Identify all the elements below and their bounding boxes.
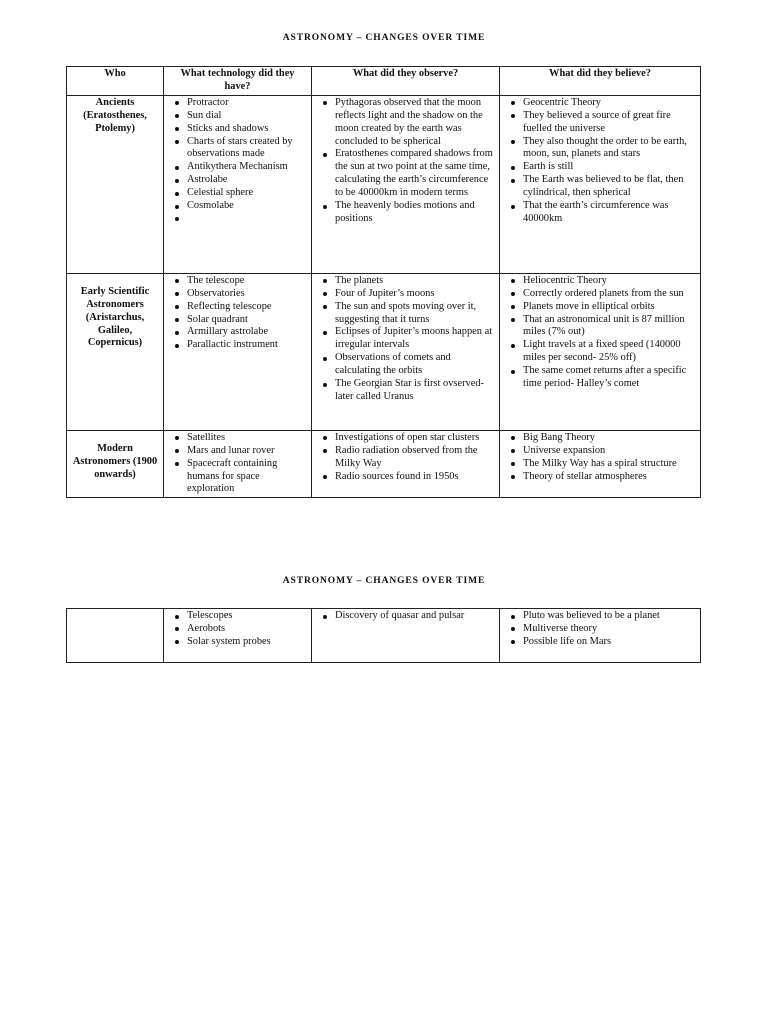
list-item: Solar system probes: [168, 636, 307, 649]
list-item: Observations of comets and calculating the orbits: [316, 352, 495, 378]
header-technology: What technology did they have?: [164, 67, 312, 96]
list-item: Discovery of quasar and pulsar: [316, 610, 495, 623]
list-item: The Georgian Star is first ovserved-later called Uranus: [316, 378, 495, 404]
believe-cell: [500, 430, 701, 498]
list-item: Eratosthenes compared shadows from the sun at two point at the same time, calculating the earth’s circumference to be 40000km in modern terms: [316, 148, 495, 200]
header-observe: What did they observe?: [312, 67, 500, 96]
list-item: Parallactic instrument: [168, 339, 307, 352]
list-item: They believed a source of great fire fuelled the universe: [504, 110, 696, 136]
list-item: Planets move in elliptical orbits: [504, 301, 696, 314]
list-item: Pythagoras observed that the moon reflects light and the shadow on the moon created by the earth was concluded to be spherical: [316, 97, 495, 149]
list-item: Investigations of open star clusters: [316, 432, 495, 445]
observe-cell: [312, 273, 500, 430]
table-header-row: [67, 67, 701, 96]
list-item: Possible life on Mars: [504, 636, 696, 649]
list-item: They also thought the order to be earth, moon, sun, planets and stars: [504, 136, 696, 162]
list-item: That an astronomical unit is 87 million miles (7% out): [504, 314, 696, 340]
astronomy-table-continued: [66, 608, 701, 663]
astronomy-table: [66, 66, 701, 498]
who-cell: Early Scientific Astronomers (Aristarchus, Galileo, Copernicus): [67, 273, 164, 430]
list-item: [168, 213, 307, 226]
list-item: Eclipses of Jupiter’s moons happen at irregular intervals: [316, 326, 495, 352]
list-item: Celestial sphere: [168, 187, 307, 200]
page-title: ASTRONOMY – CHANGES OVER TIME: [282, 33, 486, 43]
table-row-early-scientific: [67, 273, 701, 430]
list-item: The Milky Way has a spiral structure: [504, 458, 696, 471]
list-item: The Earth was believed to be flat, then cylindrical, then spherical: [504, 174, 696, 200]
list-item: The heavenly bodies motions and positions: [316, 200, 495, 226]
list-item: Theory of stellar atmospheres: [504, 471, 696, 484]
list-item: Pluto was believed to be a planet: [504, 610, 696, 623]
list-item: Earth is still: [504, 161, 696, 174]
list-item: Reflecting telescope: [168, 301, 307, 314]
table-row-ancients: [67, 95, 701, 273]
observe-cell: [312, 95, 500, 273]
who-cell: Modern Astronomers (1900 onwards): [67, 430, 164, 498]
observe-cell: [312, 430, 500, 498]
list-item: Four of Jupiter’s moons: [316, 288, 495, 301]
table-row-continued: [67, 609, 701, 663]
list-item: Armillary astrolabe: [168, 326, 307, 339]
list-item: Geocentric Theory: [504, 97, 696, 110]
believe-cell: [500, 95, 701, 273]
list-item: Big Bang Theory: [504, 432, 696, 445]
list-item: Telescopes: [168, 610, 307, 623]
list-item: Spacecraft containing humans for space exploration: [168, 458, 307, 497]
list-item: Observatories: [168, 288, 307, 301]
list-item: The sun and spots moving over it, suggesting that it turns: [316, 301, 495, 327]
list-item: Multiverse theory: [504, 623, 696, 636]
who-cell: [67, 609, 164, 663]
technology-cell: [164, 430, 312, 498]
list-item: Heliocentric Theory: [504, 275, 696, 288]
list-item: That the earth’s circumference was 40000km: [504, 200, 696, 226]
who-cell: Ancients (Eratosthenes, Ptolemy): [67, 95, 164, 273]
header-believe: What did they believe?: [500, 67, 701, 96]
technology-cell: [164, 273, 312, 430]
list-item: Aerobots: [168, 623, 307, 636]
list-item: Universe expansion: [504, 445, 696, 458]
believe-cell: [500, 273, 701, 430]
list-item: Charts of stars created by observations made: [168, 136, 307, 162]
believe-cell: [500, 609, 701, 663]
list-item: Astrolabe: [168, 174, 307, 187]
list-item: Satellites: [168, 432, 307, 445]
list-item: Solar quadrant: [168, 314, 307, 327]
list-item: Sun dial: [168, 110, 307, 123]
list-item: Correctly ordered planets from the sun: [504, 288, 696, 301]
list-item: The telescope: [168, 275, 307, 288]
observe-cell: [312, 609, 500, 663]
list-item: Mars and lunar rover: [168, 445, 307, 458]
list-item: Radio radiation observed from the Milky Way: [316, 445, 495, 471]
technology-cell: [164, 95, 312, 273]
list-item: The same comet returns after a specific time period- Halley’s comet: [504, 365, 696, 391]
technology-cell: [164, 609, 312, 663]
list-item: Protractor: [168, 97, 307, 110]
list-item: Sticks and shadows: [168, 123, 307, 136]
list-item: Cosmolabe: [168, 200, 307, 213]
list-item: The planets: [316, 275, 495, 288]
list-item: Radio sources found in 1950s: [316, 471, 495, 484]
list-item: Light travels at a fixed speed (140000 miles per second- 25% off): [504, 339, 696, 365]
page-title-continued: ASTRONOMY – CHANGES OVER TIME: [282, 576, 486, 586]
header-who: Who: [67, 67, 164, 96]
list-item: Antikythera Mechanism: [168, 161, 307, 174]
table-row-modern: [67, 430, 701, 498]
